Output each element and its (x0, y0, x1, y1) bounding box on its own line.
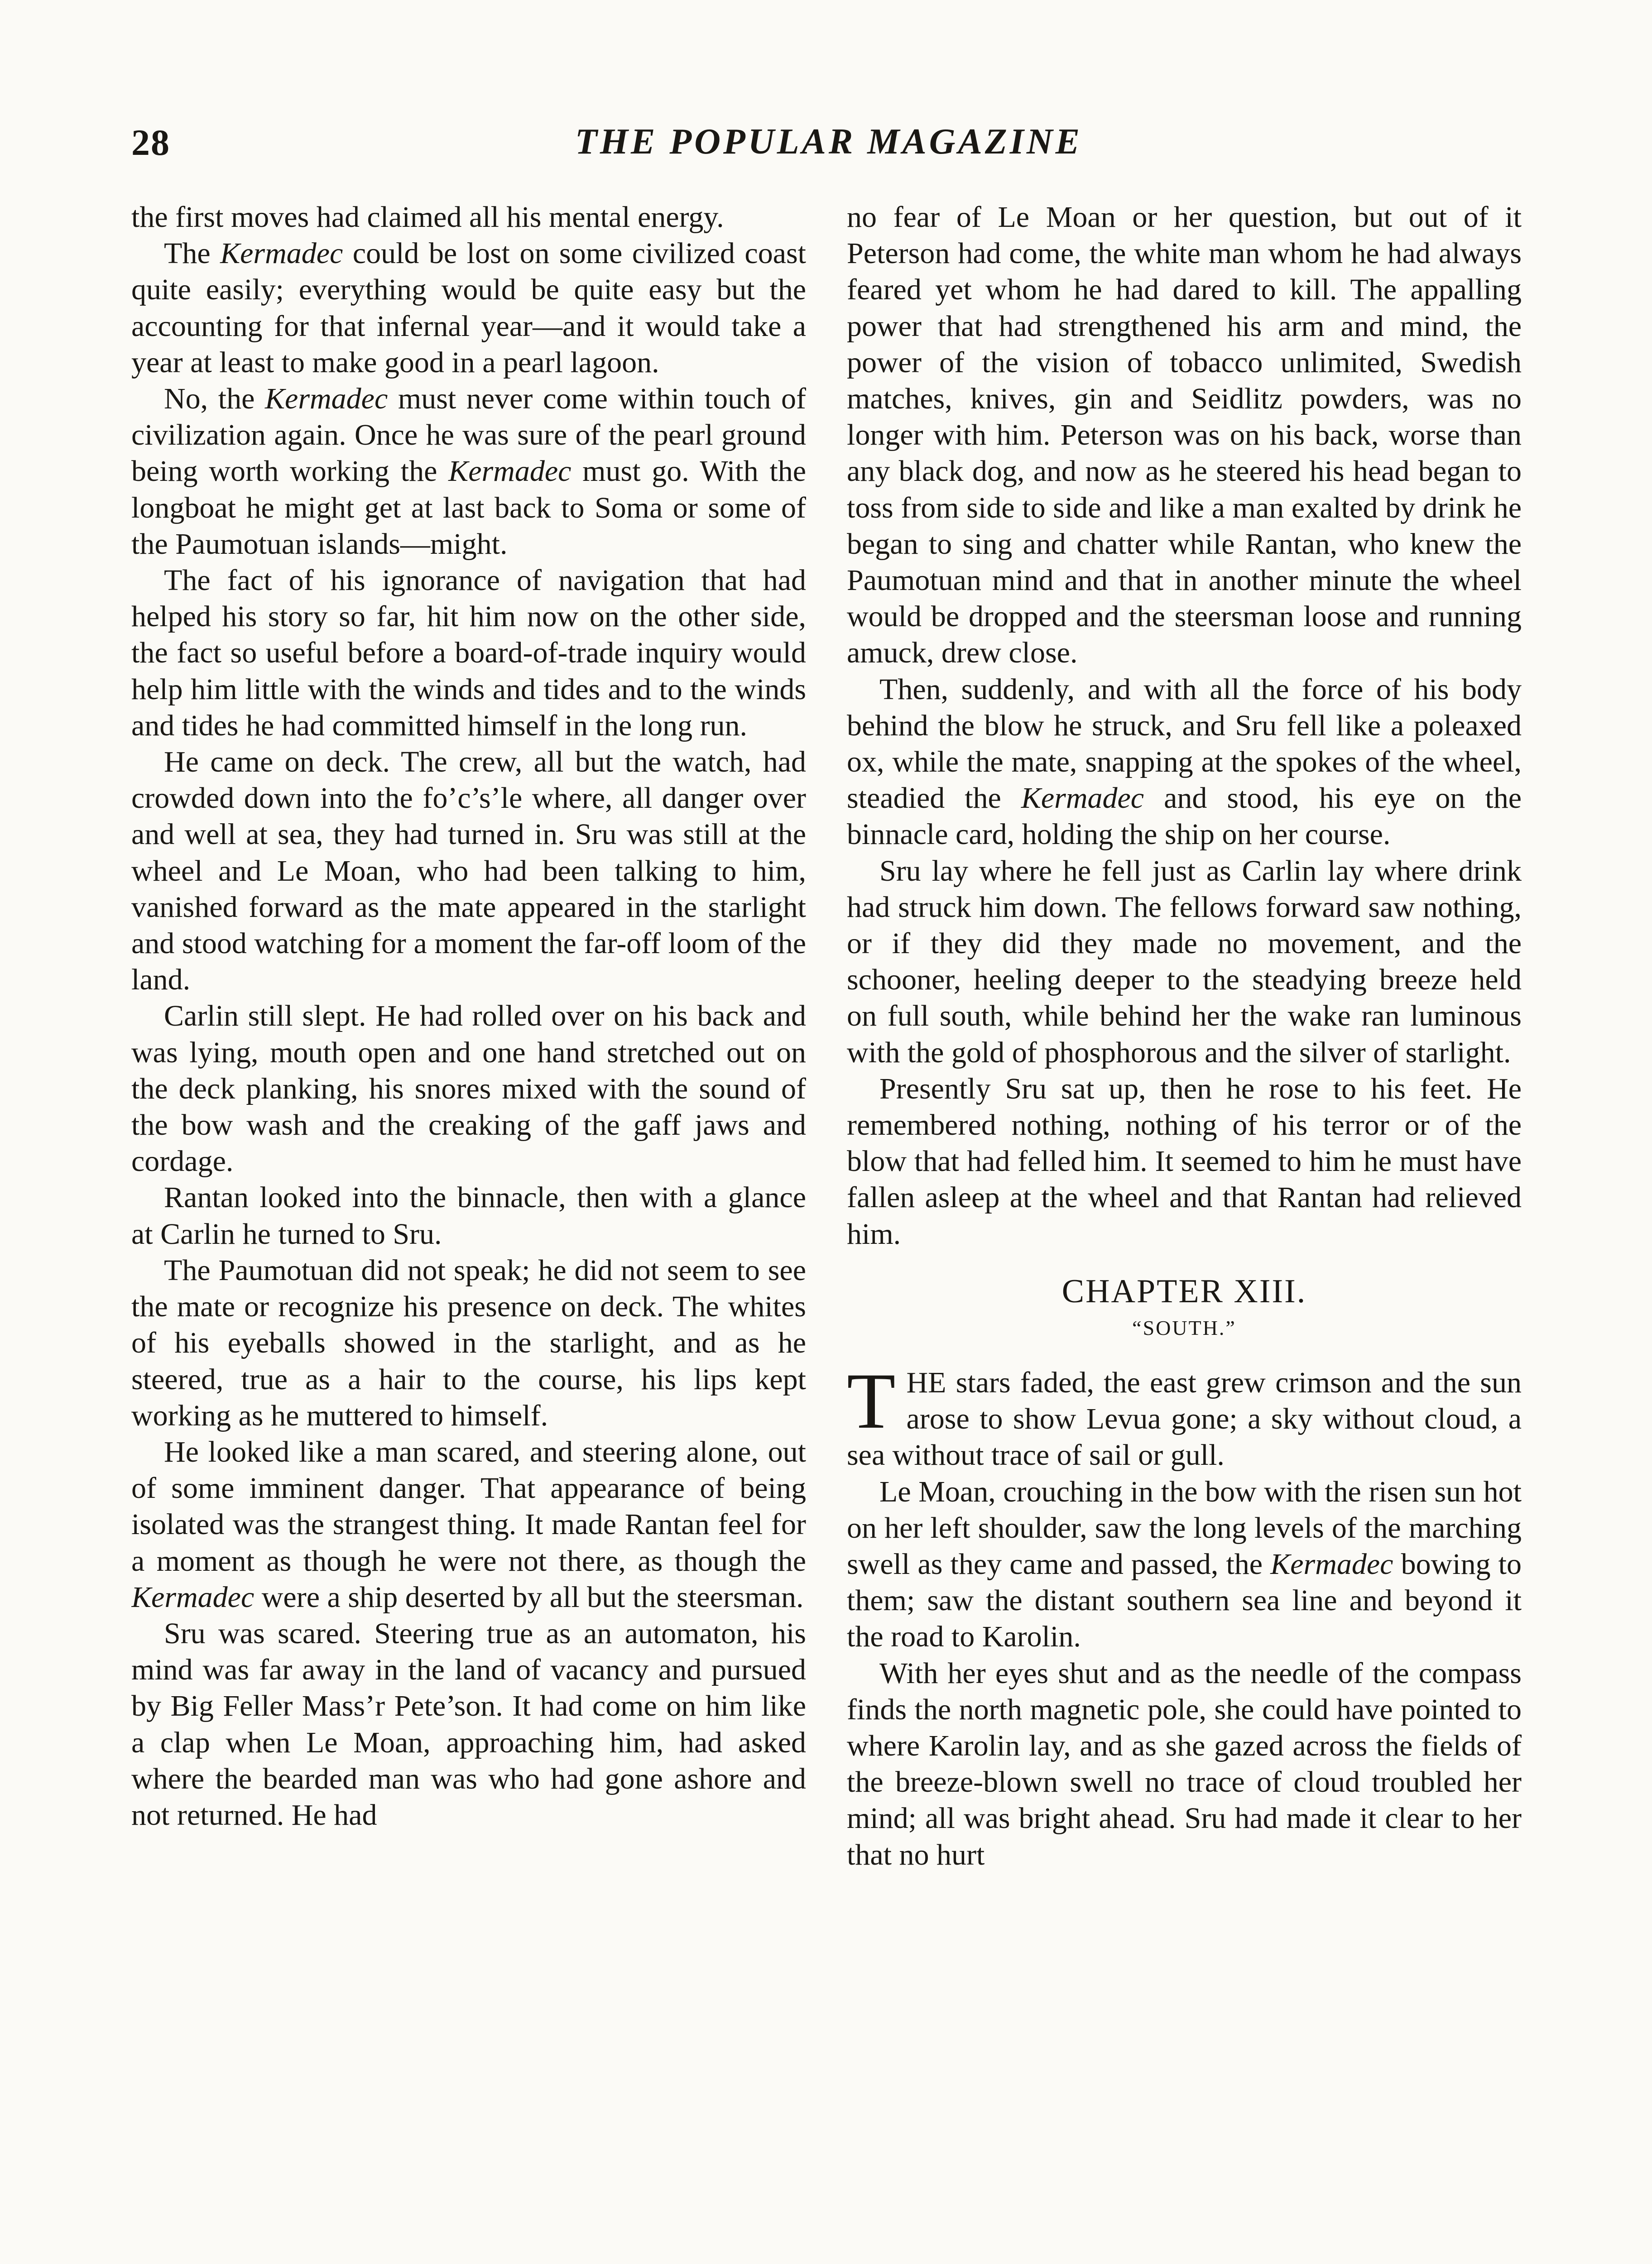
paragraph: Presently Sru sat up, then he rose to his feet. He remembered nothing, nothing of his terror or of the blow that had felled him. It seemed to him he must have fallen asleep at the wheel and that Rantan had relieved him. (847, 1072, 1522, 1251)
paragraph: the first moves had claimed all his mental energy. (131, 201, 724, 234)
opening-paragraph-text: HE stars faded, the east grew crimson and the sun arose to show Levua gone; a sky without cloud, a sea without trace of sail or gull. (847, 1366, 1522, 1472)
paragraph: With her eyes shut and as the needle of the compass finds the north magnetic pole, she could have pointed to where Karolin lay, and as she gazed across the fields of the breeze-blown swell no trace of cloud troubled her mind; all was bright ahead. Sru had made it clear to her that no hurt (847, 1656, 1522, 1871)
right-column (847, 199, 1522, 2264)
paragraph: No, the Kermadec must never come within touch of civilization again. Once he was sure of the pearl ground being worth working the Kermadec must go. With the longboat he might get at last back to Soma or some of the Paumotuan islands—might. (131, 382, 806, 561)
paragraph: The Kermadec could be lost on some civilized coast quite easily; everything would be quite easy but the accounting for that infernal year—and it would take a year at least to make good in a pearl lagoon. (131, 237, 806, 379)
paragraph: no fear of Le Moan or her question, but out of it Peterson had come, the white man whom he had always feared yet whom he had dared to kill. The appalling power that had strengthened his arm and mind, the power of the vision of tobacco unlimited, Swedish matches, knives, gin and Seidlitz powders, was no longer with him. Peterson was on his back, worse than any black dog, and now as he steered his head began to toss from side to side and like a man exalted by drink he began to sing and chatter while Rantan, who knew the Paumotuan mind and that in another minute the wheel would be dropped and the steersman loose and running amuck, drew close. (847, 201, 1522, 670)
drop-cap-letter: T (847, 1357, 896, 1445)
left-column (131, 199, 806, 2264)
paragraph: The Paumotuan did not speak; he did not seem to see the mate or recognize his presence on deck. The whites of his eyeballs showed in the starlight, and as he steered, true as a hair to the course, his lips kept working as he muttered to himself. (131, 1253, 806, 1432)
paragraph: Le Moan, crouching in the bow with the risen sun hot on her left shoulder, saw the long levels of the marching swell as they came and passed, the Kermadec bowing to them; saw the distant southern sea line and beyond it the road to Karolin. (847, 1475, 1522, 1654)
paragraph: The fact of his ignorance of navigation that had helped his story so far, hit him now on the other side, the fact so useful before a board-of-trade inquiry would help him little with the winds and tides and to the winds and tides he had committed himself in the long run. (131, 564, 806, 742)
chapter-opening-paragraph (847, 1357, 1522, 1474)
page-header (131, 121, 1526, 171)
chapter-subtitle: “SOUTH.” (1132, 1316, 1236, 1339)
page-number: 28 (131, 122, 170, 163)
paragraph: Rantan looked into the binnacle, then with a glance at Carlin he turned to Sru. (131, 1181, 806, 1251)
running-title: THE POPULAR MAGAZINE (575, 122, 1083, 162)
paragraph: Then, suddenly, and with all the force of his body behind the blow he struck, and Sru fell like a poleaxed ox, while the mate, snapping at the spokes of the wheel, steadied the Kermadec and stood, his eye on the binnacle card, holding the ship on her course. (847, 672, 1522, 851)
paragraph: Sru lay where he fell just as Carlin lay where drink had struck him down. The fellows forward saw nothing, or if they did they made no movement, and the schooner, heeling deeper to the steadying breeze held on full south, while behind her the wake ran luminous with the gold of phosphorous and the silver of starlight. (847, 854, 1522, 1069)
paragraph: He came on deck. The crew, all but the watch, had crowded down into the fo’c’s’le where, all danger over and well at sea, they had turned in. Sru was still at the wheel and Le Moan, who had been talking to him, vanished forward as the mate appeared in the starlight and stood watching for a moment the far-off loom of the land. (131, 745, 806, 997)
paragraph: Carlin still slept. He had rolled over on his back and was lying, mouth open and one hand stretched out on the deck planking, his snores mixed with the sound of the bow wash and the creaking of the gaff jaws and cordage. (131, 999, 806, 1178)
paragraph: Sru was scared. Steering true as an automaton, his mind was far away in the land of vacancy and pursued by Big Feller Mass’r Pete’son. It had come on him like a clap when Le Moan, approaching him, had asked where the bearded man was who had gone ashore and not returned. He had (131, 1616, 806, 1832)
chapter-title: CHAPTER XIII. (1061, 1272, 1307, 1310)
paragraph: He looked like a man scared, and steering alone, out of some imminent danger. That appearance of being isolated was the strangest thing. It made Rantan feel for a moment as though he were not there, as though the Kermadec were a ship deserted by all but the steersman. (131, 1435, 806, 1614)
